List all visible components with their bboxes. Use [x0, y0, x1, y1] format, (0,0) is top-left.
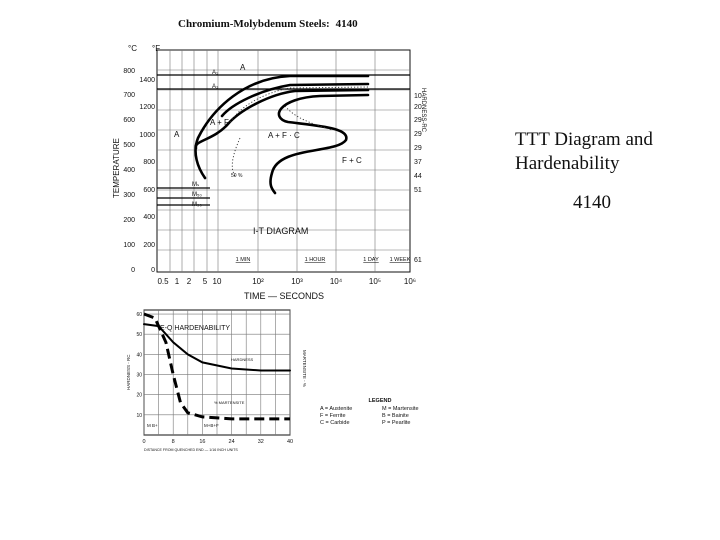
x-tick: 0.5: [157, 277, 169, 286]
hrc-tick: 29: [414, 131, 422, 138]
time-ticks: [157, 277, 416, 286]
f-tick: 400: [143, 214, 155, 221]
martensite-curve-label: % MARTENSITE: [214, 400, 245, 405]
marker-1hour: 1 HOUR: [304, 257, 326, 263]
eq-x-tick: 32: [257, 439, 264, 445]
f-tick: 1000: [139, 132, 155, 139]
it-frame: [157, 50, 410, 272]
hrc-tick: 10: [414, 93, 422, 100]
x-tick: 10³: [291, 277, 303, 286]
it-diagram-title: I-T DIAGRAM: [253, 226, 309, 236]
eq-y-tick: 10: [136, 412, 142, 419]
c-tick: 600: [123, 117, 135, 124]
legend-item: F = Ferrite: [320, 413, 346, 419]
eq-hardness-axis-label: HARDNESS - RC: [126, 354, 131, 390]
x-tick: 10⁵: [368, 277, 382, 286]
legend-item: A = Austenite: [320, 406, 353, 412]
steel-grade: 4140: [335, 18, 358, 30]
eq-legend-right: M+B+F: [204, 423, 219, 428]
region-a-top: A: [240, 63, 246, 72]
slide-grade: 4140: [573, 192, 611, 213]
marker-1day: 1 DAY: [363, 257, 379, 263]
c-tick: 200: [123, 217, 135, 224]
eq-y-tick: 30: [136, 372, 142, 379]
f-tick: 600: [143, 187, 155, 194]
a3-label: A₃: [212, 84, 219, 90]
fahrenheit-ticks: [139, 77, 155, 274]
document-title: [178, 18, 358, 30]
legend: [320, 398, 440, 427]
it-grid: [157, 50, 410, 272]
fahrenheit-unit: °F: [152, 44, 161, 53]
hrc-tick: 29: [414, 117, 422, 124]
c-tick: 100: [123, 242, 135, 249]
eq-x-ticks: [142, 439, 293, 445]
eq-x-tick: 8: [171, 439, 175, 445]
f-tick: 0: [151, 267, 155, 274]
eq-hardenability-chart: [122, 305, 312, 455]
time-axis-label: TIME — SECONDS: [243, 291, 325, 301]
title-text: Chromium-Molybdenum Steels:: [178, 18, 330, 30]
time-markers: [236, 257, 411, 263]
legend-item: P = Pearlite: [382, 420, 411, 426]
hrc-tick: 37: [414, 159, 422, 166]
hrc-tick: 20: [414, 104, 422, 111]
m50-label: M₅₀: [192, 192, 202, 198]
x-tick: 10: [212, 277, 222, 286]
hardness-curve-label: HARDNESS: [231, 357, 254, 362]
x-tick: 1: [174, 277, 180, 286]
hrc-tick: 51: [414, 187, 422, 194]
eq-distance-label: DISTANCE FROM QUENCHED END — 1/16 INCH UNITS: [144, 448, 238, 452]
temperature-axis-label: TEMPERATURE: [112, 138, 121, 198]
legend-item: M = Martensite: [382, 406, 419, 412]
fifty-percent-label: 50 %: [231, 173, 243, 179]
eq-title: E-Q HARDENABILITY: [160, 325, 231, 332]
c-tick: 500: [123, 142, 135, 149]
eq-x-tick: 0: [142, 439, 146, 445]
x-tick: 2: [186, 277, 192, 286]
hardness-ticks: [414, 93, 422, 264]
hrc-tick: 44: [414, 173, 422, 180]
eq-legend-left: M B+: [147, 423, 158, 428]
f-tick: 200: [143, 242, 155, 249]
c-tick: 0: [131, 267, 135, 274]
marker-1week: 1 WEEK: [389, 257, 411, 263]
celsius-ticks: [123, 68, 135, 274]
legend-item: C = Carbide: [320, 420, 350, 426]
ms-label: Mₛ: [192, 182, 200, 188]
x-tick: 10⁶: [403, 277, 417, 286]
x-tick: 5: [202, 277, 208, 286]
slide-title: TTT Diagram and Hardenability: [515, 129, 653, 174]
eq-x-tick: 16: [199, 439, 206, 445]
f-tick: 800: [143, 159, 155, 166]
legend-item: B = Bainite: [382, 413, 409, 419]
x-tick: 10²: [252, 277, 264, 286]
marker-1min: 1 MIN: [235, 257, 251, 263]
c-tick: 300: [123, 192, 135, 199]
eq-y-ticks: [136, 312, 142, 419]
celsius-unit: °C: [128, 44, 137, 53]
eq-y-tick: 40: [136, 352, 142, 359]
region-a-f-c: A + F · C: [268, 131, 300, 140]
eq-x-tick: 40: [286, 439, 294, 445]
eq-martensite-axis-label: MARTENSITE - %: [302, 350, 307, 387]
region-a-left: A: [174, 130, 180, 139]
f-tick: 1400: [139, 77, 155, 84]
hrc-tick: 61: [414, 257, 422, 264]
region-f-plus-c: F + C: [342, 156, 362, 165]
c-tick: 800: [123, 68, 135, 75]
eq-y-tick: 50: [136, 332, 142, 339]
m90-label: M₉₀: [192, 202, 202, 208]
it-diagram: [110, 38, 430, 303]
c-tick: 400: [123, 167, 135, 174]
f-tick: 1200: [139, 104, 155, 111]
eq-y-tick: 20: [136, 392, 142, 399]
legend-grid: [320, 406, 440, 427]
x-tick: 10⁴: [329, 277, 343, 286]
eq-y-tick: 60: [136, 312, 142, 319]
hrc-tick: 29: [414, 145, 422, 152]
region-a-plus-f: A + F: [210, 118, 229, 127]
c-tick: 700: [123, 92, 135, 99]
a1-label: A₁: [212, 70, 219, 76]
eq-x-tick: 24: [228, 439, 235, 445]
legend-title: LEGEND: [368, 398, 392, 404]
hardness-rc-axis-label: HARDNESS-RC: [420, 88, 426, 133]
